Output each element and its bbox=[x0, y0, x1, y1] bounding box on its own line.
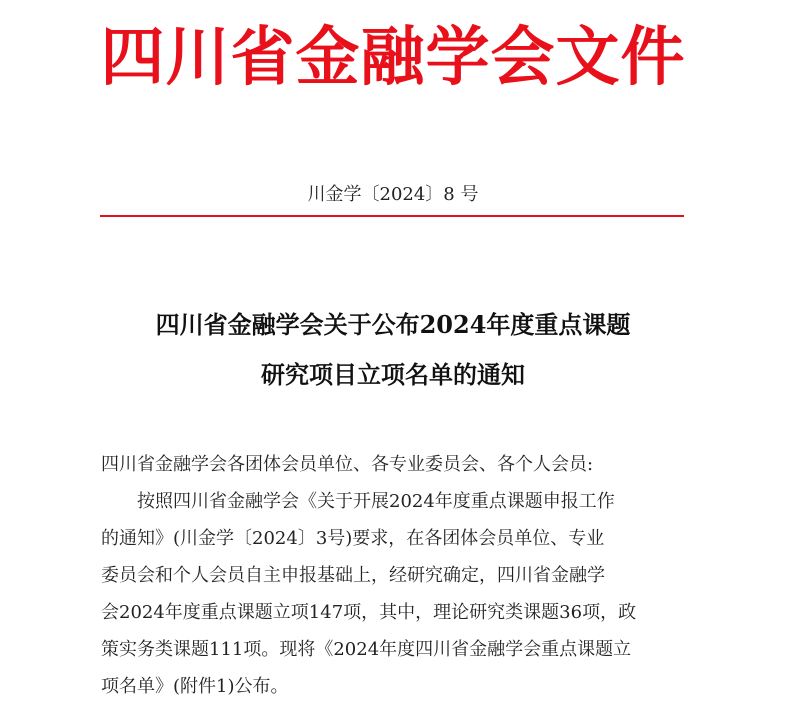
notice-title-line-2: 研究项目立项名单的通知 bbox=[261, 360, 525, 389]
document-number: 川金学〔2024〕8 号 bbox=[307, 184, 479, 205]
paragraph-line: 策实务类课题111项。现将《2024年度四川省金融学会重点课题立 bbox=[101, 639, 632, 660]
issuer-title: 四川省金融学会文件 bbox=[100, 21, 686, 95]
paragraph-line: 会2024年度重点课题立项147项，其中，理论研究类课题36项，政 bbox=[101, 602, 637, 623]
salutation: 四川省金融学会各团体会员单位、各专业委员会、各个人会员: bbox=[101, 454, 594, 475]
document-header bbox=[0, 18, 786, 98]
paragraph-line: 项名单》(附件1)公布。 bbox=[101, 676, 289, 697]
paragraph-line: 按照四川省金融学会《关于开展2024年度重点课题申报工作 bbox=[101, 491, 615, 512]
paragraph-line: 的通知》(川金学〔2024〕3号)要求，在各团体会员单位、专业 bbox=[101, 528, 605, 549]
paragraph-line: 委员会和个人会员自主申报基础上，经研究确定，四川省金融学 bbox=[101, 565, 605, 586]
notice-title-line-1: 四川省金融学会关于公布2024年度重点课题 bbox=[155, 310, 631, 339]
red-divider-line bbox=[100, 215, 684, 217]
